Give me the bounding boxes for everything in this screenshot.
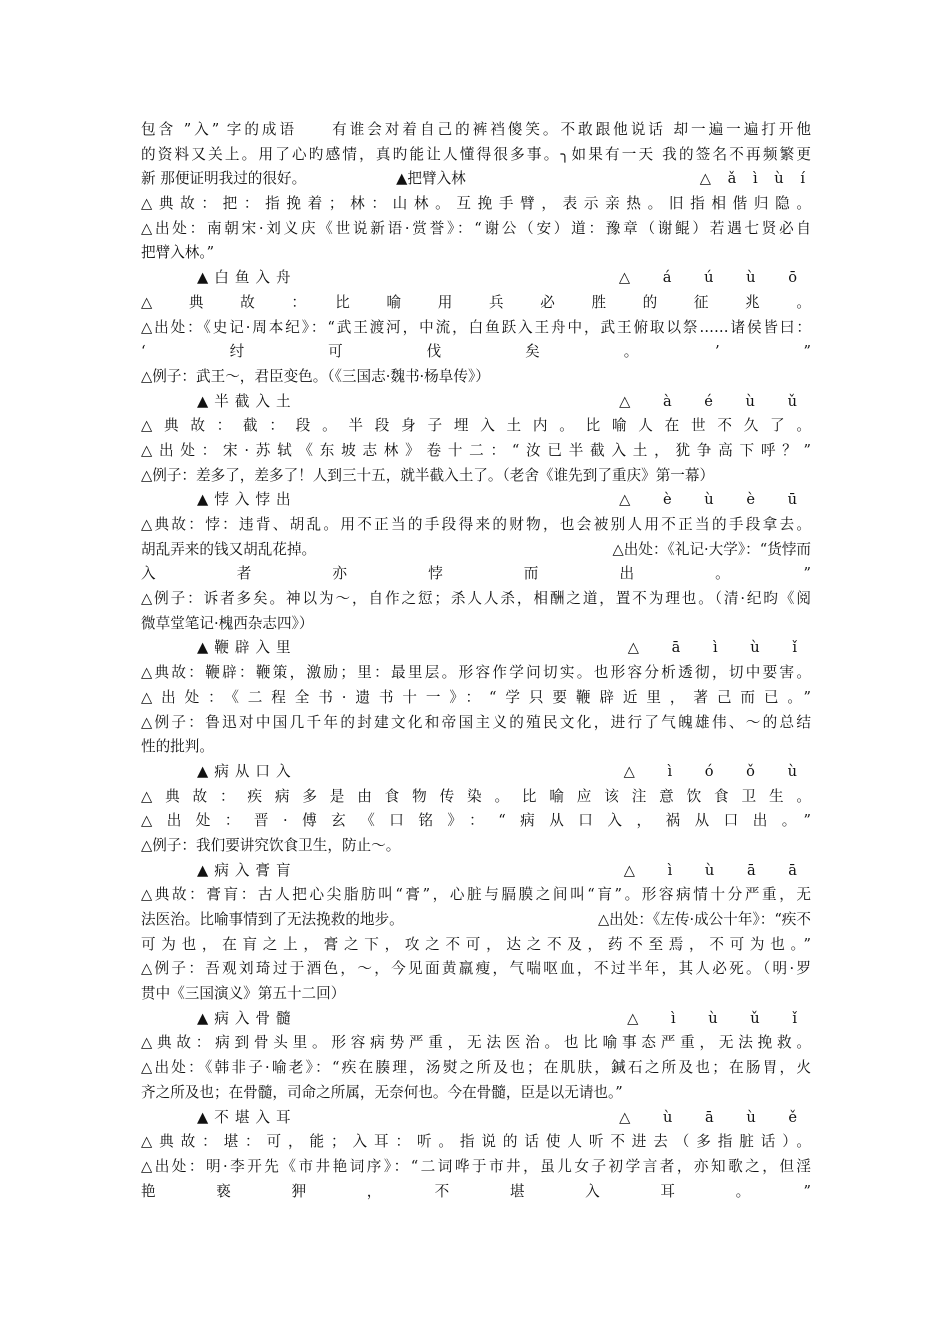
text-segment: 胡乱弄来的钱又胡乱花掉。 (141, 540, 317, 558)
text-line: △出处：宋·苏轼《东坡志林》卷十二：“汝已半截入土，犹争高下呼？” (141, 441, 811, 459)
text-line: △典故：膏肓：古人把心尖脂肪叫“膏”，心脏与膈膜之间叫“肓”。形容病情十分严重，无 (141, 886, 811, 904)
entry-pinyin: △ ì ù ā ā (623, 861, 811, 879)
text-segment: 法医治。比喻事情到了无法挽救的地步。 (141, 911, 404, 928)
text-line: △典故：疾病多是由食物传染。比喻应该注意饮食卫生。 (141, 787, 811, 805)
text-line: △出处：南朝宋·刘义庆《世说新语·赏誉》：“谢公（安）道：豫章（谢鲲）若遇七贤必自 (141, 219, 811, 237)
entry-header (141, 760, 811, 785)
text-line: 包含 ”入” 字的成语 有谁会对着自己的裤裆傻笑。不敢跟他说话 却一遍一遍打开他 (141, 121, 811, 138)
entry-header (141, 1007, 811, 1032)
text-line: 艳 亵 狎 ， 不 堪 入 耳 。 ” (141, 1182, 811, 1200)
text-line: 性的批判。 (141, 738, 214, 756)
entry-title: ▲病从口入 (197, 762, 297, 780)
text-segment: △出处：《礼记·大学》：“货悖而 (612, 540, 811, 558)
text-line: 的资料又关上。用了心旳感情，真旳能让人懂得很多事。╮如果有一天 我的签名不再频繁更 (141, 145, 811, 163)
text-line (141, 167, 811, 192)
text-line: △例子：武王～，君臣变色。（《三国志·魏书·杨阜传》） (141, 367, 490, 385)
entry-title: ▲不堪入耳 (197, 1108, 297, 1126)
entry-pinyin: △ ā ì ù ǐ (627, 639, 811, 657)
text-line: 入 者 亦 悖 而 出 。 ” (141, 565, 811, 583)
text-line: △例子：差多了，差多了！人到三十五，就半截入土了。（老舍《谁先到了重庆》第一幕） (141, 466, 715, 484)
entry-pinyin: △ ǎ ì ù í (699, 170, 811, 188)
text-line (141, 908, 811, 933)
text-line: 齐之所及也；在骨髓，司命之所属，无奈何也。今在骨髓，臣是以无请也。” (141, 1083, 623, 1101)
entry-title: ▲鞭辟入里 (197, 639, 297, 657)
entry-pinyin: △ ù ā ù ě (619, 1108, 811, 1126)
text-line: △典故：悖：违背、胡乱。用不正当的手段得来的财物，也会被别人用不正当的手段拿去。 (141, 516, 811, 533)
text-line: 贯中《三国演义》第五十二回） (141, 985, 346, 1003)
text-line: △ 典 故 ： 比 喻 用 兵 必 胜 的 征 兆 。 (141, 293, 811, 311)
text-line: △典故：病到骨头里。形容病势严重，无法医治。也比喻事态严重，无法挽救。 (141, 1034, 811, 1052)
text-line: △出处：《韩非子·喻老》：“疾在腠理，汤熨之所及也；在肌肤，鍼石之所及也；在肠胃，火 (141, 1059, 811, 1077)
entry-pinyin: △ á ú ù ō (618, 269, 811, 287)
intro-tail: 新 那便证明我过的很好。 (141, 170, 307, 188)
text-line: △例子：吾观刘琦过于酒色，～，今见面黄羸瘦，气喘呕血，不过半年，其人必死。（明·罗 (141, 960, 811, 978)
text-line (141, 538, 811, 563)
entry-title: ▲白鱼入舟 (197, 269, 297, 287)
text-line: △典故：把：指挽着；林：山林。互挽手臂，表示亲热。旧指相偕归隐。 (141, 195, 811, 213)
text-line: △例子：诉者多矣。神以为～，自作之愆；杀人人杀，相酬之道，置不为理也。（清·纪昀《阅 (141, 590, 811, 608)
entry-header (141, 390, 811, 415)
text-line: △典故：截：段。半段身子埋入土内。比喻人在世不久了。 (141, 417, 811, 435)
entry-title: ▲半截入土 (197, 392, 297, 410)
text-line: △出处：《二程全书·遗书十一》：“学只要鞭辟近里，著己而已。” (141, 688, 811, 706)
text-line: 把臂入林。” (141, 244, 215, 262)
text-line: 微草堂笔记·槐西杂志四》） (141, 614, 314, 632)
text-line: △典故：鞭辟：鞭策，激励；里：最里层。形容作学问切实。也形容分析透彻，切中要害。 (141, 664, 811, 682)
entry-header (141, 1106, 811, 1131)
text-line: ‘ 纣 可 伐 矣 。 ’ ” (141, 343, 811, 361)
entry-pinyin: △ è ù è ū (619, 491, 811, 509)
entry-header (141, 859, 811, 884)
document-page (141, 118, 811, 1204)
entry-header (141, 488, 811, 513)
text-line: △典故：堪：可，能；入耳：听。指说的话使人听不进去（多指脏话）。 (141, 1133, 811, 1151)
entry-pinyin: △ ì ù ǔ ǐ (627, 1009, 811, 1027)
text-line: 可为也，在肓之上，膏之下，攻之不可，达之不及，药不至焉，不可为也。” (141, 935, 811, 953)
entry-title: ▲病入骨髓 (197, 1009, 297, 1027)
text-line: △出处：晋·傅玄《口铭》：“病从口入，祸从口出。” (141, 812, 811, 830)
entry-header (141, 266, 811, 291)
entry-title: ▲把臂入林 (396, 170, 466, 188)
text-line: △例子：鲁迅对中国几千年的封建文化和帝国主义的殖民文化，进行了气魄雄伟、～的总结 (141, 713, 811, 731)
entry-title: ▲悖入悖出 (197, 491, 297, 509)
text-line: △出处：明·李开先《市井艳词序》：“二词哗于市井，虽儿女子初学言者，亦知歌之，但淫 (141, 1157, 811, 1175)
text-line: △出处：《史记·周本纪》：“武王渡河，中流，白鱼跃入王舟中，武王俯取以祭……诸侯皆曰： (141, 318, 811, 336)
entry-pinyin: △ à é ù ǔ (619, 392, 811, 410)
entry-title: ▲病入膏肓 (197, 861, 297, 879)
text-line: △例子：我们要讲究饮食卫生，防止～。 (141, 836, 401, 854)
text-segment: △出处：《左传·成公十年》：“疾不 (597, 911, 811, 928)
entry-header (141, 636, 811, 661)
entry-pinyin: △ ì ó ǒ ù (623, 762, 811, 780)
